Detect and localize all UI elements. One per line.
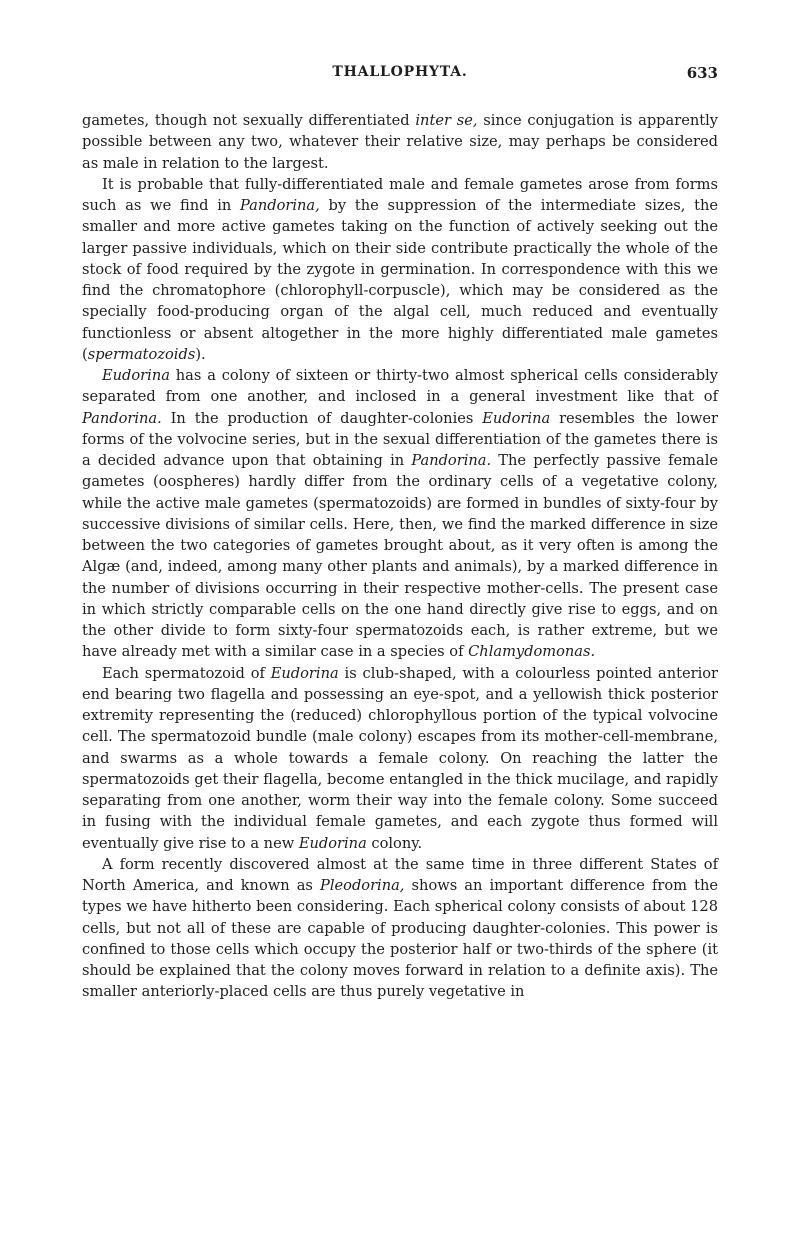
text-run: by the suppression of the intermediate sizes, the smaller and more active gametes taking on the function of actively seeking out the larger passive individuals, which on their side contribute practically the whole of the stock of food required by the zygote in germination. In correspondence with this we find the chromatophore (chlorophyll-corpuscle), which may be considered as the specially food-producing organ of the algal cell, much reduced and eventually functionless or absent altogether in the more highly differentiated male gametes (	[82, 197, 718, 363]
italic-term: inter se,	[415, 112, 478, 129]
text-run: gametes, though not sexually differentiated	[82, 112, 416, 129]
text-run: shows an important difference from the types we have hitherto been considering. Each spherical colony consists of about 128 cells, but not all of these are capable of producing daughter-colonies. This power is confined to those cells which occupy the posterior half or two-thirds of the sphere (it should be explained that the colony moves forward in relation to a definite axis). The smaller anteriorly-placed cells are thus purely vegetative in	[82, 877, 718, 1001]
running-head: THALLOPHYTA.	[332, 64, 468, 80]
italic-term: Pleodorina,	[320, 877, 405, 894]
italic-term: Pandorina.	[82, 409, 162, 427]
text-run: Each spermatozoid of	[102, 664, 271, 682]
paragraph	[82, 365, 718, 663]
paragraph	[82, 854, 718, 1003]
italic-term: Eudorina	[482, 409, 551, 427]
italic-term: Pandorina,	[240, 197, 320, 214]
italic-term: Eudorina	[270, 664, 339, 682]
page-number: 633	[686, 64, 718, 82]
italic-term: Eudorina	[102, 367, 170, 384]
text-run: In the production of daughter-colonies	[161, 409, 483, 427]
body-text	[82, 110, 718, 1003]
text-run: is club-shaped, with a colourless pointed anterior end bearing two flagella and possessing an eye-spot, and a yellowish thick posterior extremity representing the (reduced) chlorophyllous portion of the typical volvocine cell. The spermatozoid bundle (male colony) escapes from its mother-cell-membrane, and swarms as a whole towards a female colony. On reaching the latter the spermatozoids get their flagella, become entangled in the thick mucilage, and rapidly separating from one another, worm their way into the female colony. Some succeed in fusing with the individual female gametes, and each zygote thus formed will eventually give rise to a new	[82, 664, 718, 852]
italic-term: Chlamydomonas.	[468, 643, 596, 661]
italic-term: Eudorina	[298, 834, 367, 852]
text-run: The perfectly passive female gametes (oospheres) hardly differ from the ordinary cells of a vegetative colony, while the active male gametes (spermatozoids) are formed in bundles of sixty-four by successive divisions of similar cells. Here, then, we find the marked difference in size between the two categories of gametes brought about, as it very often is among the Algæ (and, indeed, among many other plants and animals), by a marked difference in the number of divisions occurring in their respective mother-cells. The present case in which strictly comparable cells on the one hand directly give rise to eggs, and on the other divide to form sixty-four spermatozoids each, is rather extreme, but we have already met with a similar case in a species of	[82, 452, 719, 661]
paragraph	[82, 663, 718, 854]
italic-term: spermatozoids	[87, 345, 196, 363]
page-header	[82, 64, 718, 86]
paragraph	[82, 110, 718, 174]
text-run: ).	[195, 345, 206, 363]
book-page	[82, 64, 718, 1003]
paragraph	[82, 174, 718, 365]
text-run: has a colony of sixteen or thirty-two almost spherical cells considerably separated from one another, and inclosed in a general investment like that of	[82, 367, 718, 406]
text-run: It is probable that fully-differentiated male and female gametes arose from forms such as we find in	[82, 175, 718, 214]
text-run: resembles the lower forms of the volvocine series, but in the sexual differentiation of the gametes there is a decided advance upon that obtaining in	[82, 409, 718, 469]
text-run: A form recently discovered almost at the same time in three different States of North America, and known as	[82, 855, 718, 894]
text-run: since conjugation is apparently possible between any two, whatever their relative size, may perhaps be considered as male in relation to the largest.	[82, 112, 719, 172]
italic-term: Pandorina.	[411, 452, 492, 469]
text-run: colony.	[366, 834, 423, 852]
